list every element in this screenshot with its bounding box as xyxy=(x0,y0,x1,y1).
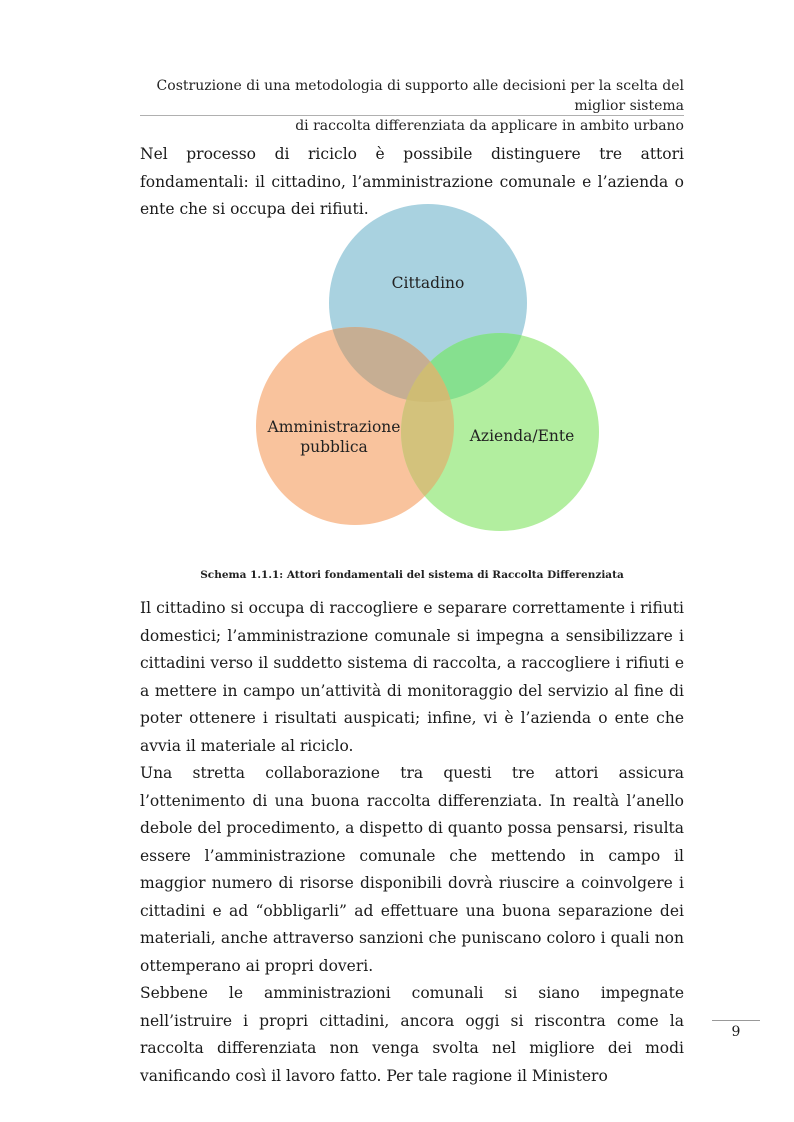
body-text xyxy=(140,595,684,1090)
page-number: 9 xyxy=(731,1024,741,1040)
label-azienda-ente: Azienda/Ente xyxy=(469,427,575,445)
running-header-line-1: Costruzione di una metodologia di supporto alle decisioni per la scelta del miglior sistema xyxy=(156,78,684,114)
body-paragraph-1: Il cittadino si occupa di raccogliere e separare correttamente i rifiuti domestici; l’amministrazione comunale si impegna a sensibilizzare i cittadini verso il suddetto sistema di raccolta, a raccogliere i rifiuti e a mettere in campo un’attività di monitoraggio del servizio al fine di poter ottenere i risultati auspicati; infine, vi è l’azienda o ente che avvia il materiale al riciclo. xyxy=(140,599,684,755)
body-paragraph-2: Una stretta collaborazione tra questi tre attori assicura l’ottenimento di una buona raccolta differenziata. In realtà l’anello debole del procedimento, a dispetto di quanto possa pensarsi, risulta essere l’amministrazione comunale che mettendo in campo il maggior numero di risorse disponibili dovrà riuscire a coinvolgere i cittadini e ad “obbligarli” ad effettuare una buona separazione dei materiali, anche attraverso sanzioni che puniscano coloro i quali non ottemperano ai propri doveri. xyxy=(140,764,684,975)
body-paragraph-3: Sebbene le amministrazioni comunali si siano impegnate nell’istruire i propri cittadini, ancora oggi si riscontra come la raccolta differenziata non venga svolta nel migliore dei modi vanificando così il lavoro fatto. Per tale ragione il Ministero xyxy=(140,984,684,1085)
running-header xyxy=(140,76,684,136)
venn-diagram xyxy=(240,200,610,540)
label-amministrazione: Amministrazione xyxy=(267,418,401,436)
running-header-line-2: di raccolta differenziata da applicare in ambito urbano xyxy=(295,118,684,134)
intro-paragraph: Nel processo di riciclo è possibile distinguere tre attori fondamentali: il cittadino, l’amministrazione comunale e l’azienda o ente che si occupa dei rifiuti. xyxy=(140,145,684,218)
label-pubblica: pubblica xyxy=(300,438,368,456)
figure-caption: Schema 1.1.1: Attori fondamentali del sistema di Raccolta Differenziata xyxy=(200,569,624,581)
header-divider xyxy=(140,115,684,116)
label-cittadino: Cittadino xyxy=(391,274,465,292)
footer-divider xyxy=(712,1020,760,1021)
